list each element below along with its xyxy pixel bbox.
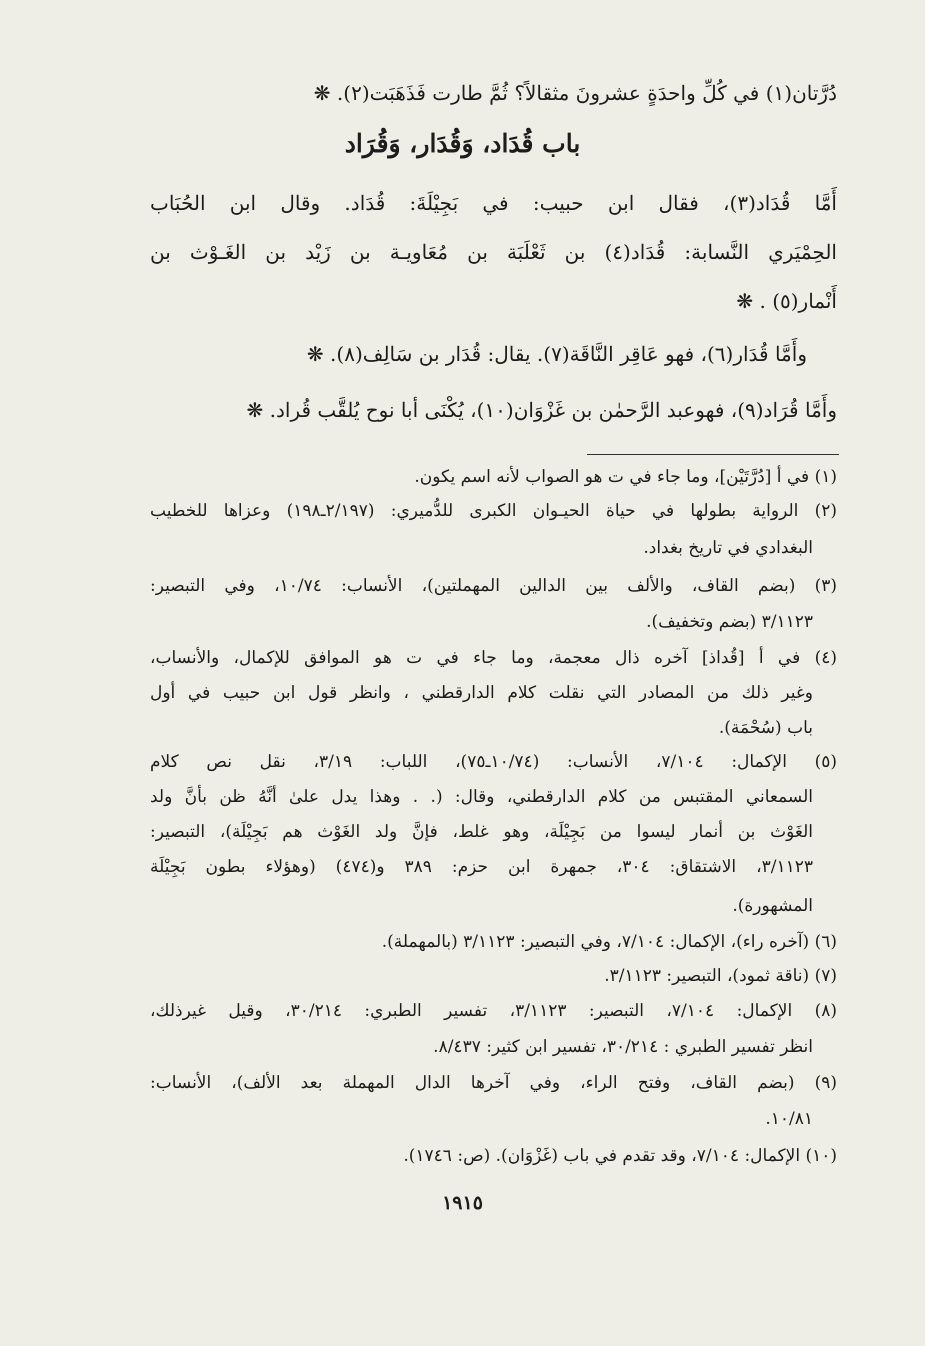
footnote-4-line-3: باب (سُحْمَة). — [718, 718, 813, 738]
text-line-1: دُرَّتان(١) في كُلِّ واحدَةٍ عشرونَ مثقالاً؟ ثُمَّ طارت فَذَهَبَت(٢). ❋ — [313, 81, 837, 105]
footnote-3-line-2: ٣/١١٢٣ (بضم وتخفيف). — [646, 612, 813, 632]
footnote-7: (٧) (ناقة ثمود)، التبصير: ٣/١١٢٣. — [604, 966, 837, 986]
footnote-1: (١) في أ [دُرَّتَيْن]، وما جاء في ت هو الصواب لأنه اسم يكون. — [414, 467, 837, 487]
paragraph-1-line-3: أَنْمار(٥) . ❋ — [736, 289, 837, 313]
paragraph-2: وأَمَّا قُدَار(٦)، فهو عَاقِر النَّاقَة(٧). يقال: قُدَار بن سَالِف(٨). ❋ — [306, 342, 807, 366]
paragraph-1-line-2: الحِمْيَري النَّسابة: قُدَاد(٤) بن ثَعْلَبَة بن مُعَاويـة بن زَيْد بن الغَـوْث بن — [150, 240, 837, 264]
footnote-8-line-1: (٨) الإكمال: ٧/١٠٤، التبصير: ٣/١١٢٣، تفسير الطبري: ٣٠/٢١٤، وقيل غيرذلك، — [150, 1001, 837, 1021]
footnote-4-line-2: وغير ذلك من المصادر التي نقلت كلام الدارقطني ، وانظر قول ابن حبيب في أول — [150, 683, 813, 703]
footnote-10: (١٠) الإكمال: ٧/١٠٤، وقد تقدم في باب (غَزْوَان). (ص: ١٧٤٦). — [403, 1146, 837, 1166]
footnote-5-line-2: السمعاني المقتبس من كلام الدارقطني، وقال: (. . وهذا يدل علىٰ أنَّهُ ظن بأنَّ ولد — [150, 787, 813, 807]
page-number: ١٩١٥ — [442, 1192, 483, 1214]
footnote-9-line-2: ١٠/٨١. — [765, 1109, 813, 1129]
footnote-9-line-1: (٩) (بضم القاف، وفتح الراء، وفي آخرها الدال المهملة بعد الألف)، الأنساب: — [150, 1073, 837, 1093]
paragraph-3: وأَمَّا قُرَاد(٩)، فهوعبد الرَّحمٰن بن غَزْوَان(١٠)، يُكْنَى أبا نوح يُلقَّب قُراد. ❋ — [246, 398, 837, 422]
footnote-separator — [587, 454, 839, 455]
footnote-4-line-1: (٤) في أ [قُداذ] آخره ذال معجمة، وما جاء في ت هو الموافق للإكمال، والأنساب، — [150, 648, 837, 668]
footnote-2-line-2: البغدادي في تاريخ بغداد. — [643, 538, 813, 558]
footnote-5-line-3: الغَوْث بن أنمار ليسوا من بَجِيْلَة، وهو غلط، فإنَّ ولد الغَوْث هم بَجِيْلَة)، التبصير: — [150, 822, 813, 842]
paragraph-1-line-1: أَمَّا قُدَاد(٣)، فقال ابن حبيب: في بَجِيْلَةَ: قُدَاد. وقال ابن الحُبَاب — [150, 191, 837, 215]
footnote-3-line-1: (٣) (بضم القاف، والألف بين الدالين المهملتين)، الأنساب: ١٠/٧٤، وفي التبصير: — [150, 576, 837, 596]
footnote-8-line-2: انظر تفسير الطبري : ٣٠/٢١٤، تفسير ابن كثير: ٨/٤٣٧. — [433, 1037, 813, 1057]
footnote-5-line-1: (٥) الإكمال: ٧/١٠٤، الأنساب: (١٠/٧٤ـ٧٥)، اللباب: ٣/١٩، نقل نص كلام — [150, 752, 838, 772]
footnote-5-line-4: ٣/١١٢٣، الاشتقاق: ٣٠٤، جمهرة ابن حزم: ٣٨٩ و(٤٧٤) (وهؤلاء بطون بَجِيْلَة — [150, 857, 813, 877]
footnote-6: (٦) (آخره راء)، الإكمال: ٧/١٠٤، وفي التبصير: ٣/١١٢٣ (بالمهملة). — [381, 932, 837, 952]
footnote-2-line-1: (٢) الرواية بطولها في حياة الحيـوان الكبرى للدُّميري: (٢/١٩٧ـ١٩٨) وعزاها للخطيب — [150, 501, 837, 521]
section-heading: باب قُدَاد، وَقُدَار، وَقُرَاد — [344, 129, 581, 158]
footnote-5-line-5: المشهورة). — [732, 896, 813, 916]
